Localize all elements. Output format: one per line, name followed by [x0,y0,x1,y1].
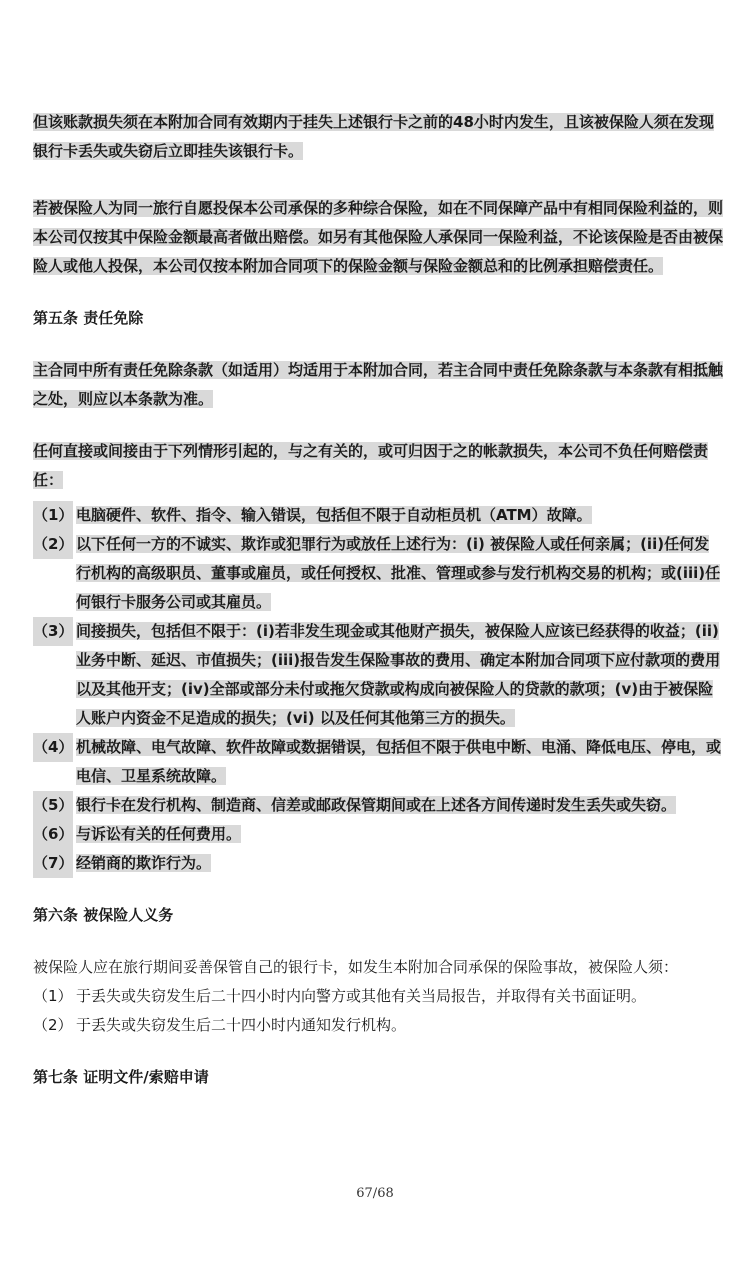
exclusion-list [33,501,723,878]
exclusion-item: （1） 电脑硬件、软件、指令、输入错误，包括但不限于自动柜员机（ATM）故障。 [33,501,723,530]
section-7-title: 第七条 证明文件/索赔申请 [33,1068,209,1086]
paragraph-insured-duties: 被保险人应在旅行期间妥善保管自己的银行卡，如发生本附加合同承保的保险事故，被保险人须： [33,958,679,976]
document-body [33,108,723,1092]
page-number: 67/68 [356,1186,394,1201]
duty-list [33,982,723,1040]
paragraph-loss-condition: 但该账款损失须在本附加合同有效期内于挂失上述银行卡之前的48小时内发生，且该被保险人须在发现银行卡丢失或失窃后立即挂失该银行卡。 [33,113,714,160]
section-5-title: 第五条 责任免除 [33,309,144,327]
paragraph-main-contract-exclusions: 主合同中所有责任免除条款（如适用）均适用于本附加合同，若主合同中责任免除条款与本条款有相抵触之处，则应以本条款为准。 [33,361,724,408]
duty-item: （1） 于丢失或失窃发生后二十四小时内向警方或其他有关当局报告，并取得有关书面证明。 [33,987,647,1005]
exclusion-item: （5） 银行卡在发行机构、制造商、信差或邮政保管期间或在上述各方间传递时发生丢失或失窃。 [33,791,723,820]
exclusion-item: （4） 机械故障、电气故障、软件故障或数据错误，包括但不限于供电中断、电涌、降低电压、停电，或电信、卫星系统故障。 [33,733,723,791]
paragraph-multiple-insurance: 若被保险人为同一旅行自愿投保本公司承保的多种综合保险，如在不同保障产品中有相同保险利益的，则本公司仅按其中保险金额最高者做出赔偿。如另有其他保险人承保同一保险利益，不论该保险是否由被保险人或他人投保，本公司仅按本附加合同项下的保险金额与保险金额总和的比例承担赔偿责任。 [33,199,724,275]
section-6-title: 第六条 被保险人义务 [33,906,174,924]
exclusion-item: （6） 与诉讼有关的任何费用。 [33,820,723,849]
exclusion-item: （2） 以下任何一方的不诚实、欺诈或犯罪行为或放任上述行为：(i) 被保险人或任何亲属；(ii)任何发行机构的高级职员、董事或雇员，或任何授权、批准、管理或参与发行机构交易的机构；或(iii)任何银行卡服务公司或其雇员。 [33,530,723,617]
paragraph-exclusion-intro: 任何直接或间接由于下列情形引起的，与之有关的，或可归因于之的帐款损失，本公司不负任何赔偿责任： [33,442,709,489]
duty-item: （2） 于丢失或失窃发生后二十四小时内通知发行机构。 [33,1016,407,1034]
exclusion-item: （3） 间接损失，包括但不限于：(i)若非发生现金或其他财产损失，被保险人应该已经获得的收益；(ii) 业务中断、延迟、市值损失；(iii)报告发生保险事故的费用、确定本附加合同项下应付款项的费用以及其他开支；(iv)全部或部分未付或拖欠贷款或构成向被保险人的贷款的款项；(v)由于被保险人账户内资金不足造成的损失；(vi) 以及任何其他第三方的损失。 [33,617,723,733]
exclusion-item: （7） 经销商的欺诈行为。 [33,849,723,878]
